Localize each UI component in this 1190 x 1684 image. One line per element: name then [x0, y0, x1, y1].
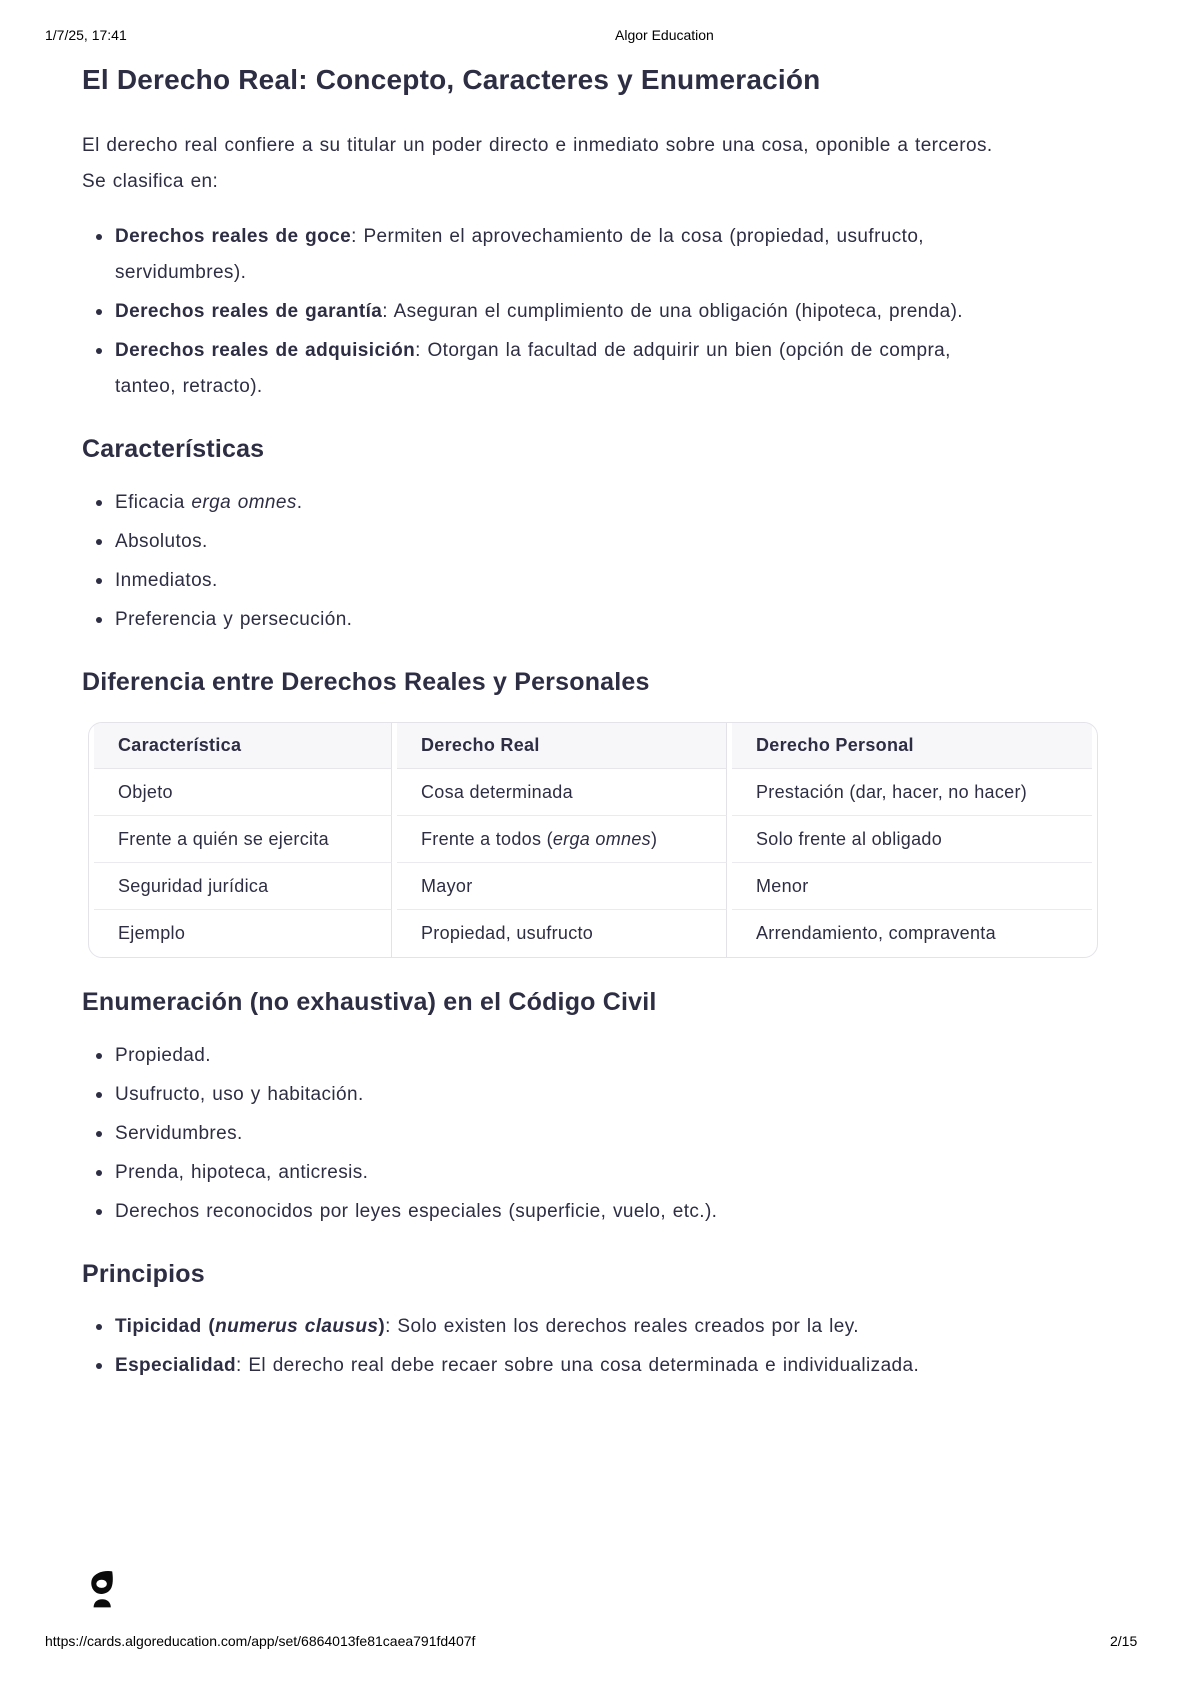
- table-header-cell: Derecho Real: [397, 723, 727, 769]
- bullet-icon: [96, 309, 102, 315]
- table-cell: Frente a quién se ejercita: [94, 816, 392, 863]
- list-item-text: Prenda, hipoteca, anticresis.: [115, 1161, 369, 1183]
- list-item: [82, 1116, 1016, 1152]
- list-item-text: Derechos reales de goce: Permiten el aprovechamiento de la cosa (propiedad, usufructo, servidumbres).: [115, 226, 924, 284]
- list-item-text: Derechos reconocidos por leyes especiales (superficie, vuelo, etc.).: [115, 1200, 718, 1222]
- list-item: [82, 1348, 1016, 1384]
- table-cell: Menor: [732, 863, 1092, 910]
- table-row: [94, 910, 1092, 957]
- list-item-text: Especialidad: El derecho real debe recaer sobre una cosa determinada e individualizada.: [115, 1355, 920, 1377]
- bullet-icon: [96, 1324, 102, 1330]
- list-item-text: Derechos reales de adquisición: Otorgan la facultad de adquirir un bien (opción de compra, tanteo, retracto).: [115, 340, 951, 398]
- print-header-site-title: Algor Education: [615, 27, 714, 43]
- table-cell: Solo frente al obligado: [732, 816, 1092, 863]
- bullet-icon: [96, 1053, 102, 1059]
- table-cell: Mayor: [397, 863, 727, 910]
- footer-url: https://cards.algoreducation.com/app/set/6864013fe81caea791fd407f: [45, 1633, 476, 1649]
- section-heading-caracteristicas: Características: [82, 435, 265, 464]
- list-item-text: Eficacia erga omnes.: [115, 491, 303, 513]
- caracteristicas-list: [82, 485, 1016, 638]
- list-item: [82, 1155, 1016, 1191]
- page-title: El Derecho Real: Concepto, Caracteres y Enumeración: [82, 64, 821, 95]
- bullet-icon: [96, 1363, 102, 1369]
- table-cell: Prestación (dar, hacer, no hacer): [732, 769, 1092, 816]
- algor-logo-icon: [91, 1571, 114, 1608]
- comparison-table: [88, 722, 1098, 958]
- bullet-icon: [96, 1170, 102, 1176]
- table-header-cell: Característica: [94, 723, 392, 769]
- intro-paragraph: El derecho real confiere a su titular un poder directo e inmediato sobre una cosa, oponible a terceros. Se clasifica en:: [82, 135, 993, 193]
- bullet-icon: [96, 1209, 102, 1215]
- table-header-cell: Derecho Personal: [732, 723, 1092, 769]
- list-item: [82, 1077, 1016, 1113]
- table-cell: Objeto: [94, 769, 392, 816]
- classification-list: [82, 219, 1016, 405]
- enumeracion-list: [82, 1038, 1016, 1230]
- bullet-icon: [96, 234, 102, 240]
- bullet-icon: [96, 578, 102, 584]
- principios-list: [82, 1309, 1016, 1384]
- article: [82, 62, 1100, 1387]
- bullet-icon: [96, 539, 102, 545]
- table-cell: Frente a todos (erga omnes): [397, 816, 727, 863]
- list-item: [82, 524, 1016, 560]
- table-cell: Arrendamiento, compraventa: [756, 923, 996, 944]
- bullet-icon: [96, 1092, 102, 1098]
- list-item: [82, 1194, 1016, 1230]
- list-item-text: Inmediatos.: [115, 569, 218, 591]
- list-item: [82, 219, 1016, 291]
- table-row: [94, 863, 1092, 910]
- list-item-text: Propiedad.: [115, 1044, 211, 1066]
- section-heading-diferencia: Diferencia entre Derechos Reales y Personales: [82, 667, 650, 696]
- bullet-icon: [96, 348, 102, 354]
- section-heading-enumeracion: Enumeración (no exhaustiva) en el Código Civil: [82, 988, 657, 1017]
- table-cell: Cosa determinada: [397, 769, 727, 816]
- footer-page-number: 2/15: [1110, 1633, 1138, 1649]
- list-item: [82, 333, 1016, 405]
- list-item-text: Preferencia y persecución.: [115, 608, 353, 630]
- list-item: [82, 1309, 1016, 1345]
- section-heading-principios: Principios: [82, 1259, 205, 1288]
- table-cell: Propiedad, usufructo: [397, 910, 727, 957]
- list-item-text: Servidumbres.: [115, 1122, 243, 1144]
- table-header-row: [94, 723, 1092, 769]
- list-item-text: Usufructo, uso y habitación.: [115, 1083, 364, 1105]
- print-header-datetime: 1/7/25, 17:41: [45, 27, 127, 43]
- list-item: [82, 1038, 1016, 1074]
- bullet-icon: [96, 500, 102, 506]
- list-item: [82, 602, 1016, 638]
- list-item-text: Absolutos.: [115, 530, 208, 552]
- list-item-text: Derechos reales de garantía: Aseguran el cumplimiento de una obligación (hipoteca, prenda).: [115, 301, 963, 323]
- list-item-text: Tipicidad (numerus clausus): Solo existen los derechos reales creados por la ley.: [115, 1316, 859, 1338]
- list-item: [82, 294, 1016, 330]
- table-row: [94, 816, 1092, 863]
- list-item: [82, 563, 1016, 599]
- table-cell: Seguridad jurídica: [94, 863, 392, 910]
- table-row: [94, 769, 1092, 816]
- bullet-icon: [96, 617, 102, 623]
- table-cell: Ejemplo: [94, 910, 392, 957]
- list-item: [82, 485, 1016, 521]
- bullet-icon: [96, 1131, 102, 1137]
